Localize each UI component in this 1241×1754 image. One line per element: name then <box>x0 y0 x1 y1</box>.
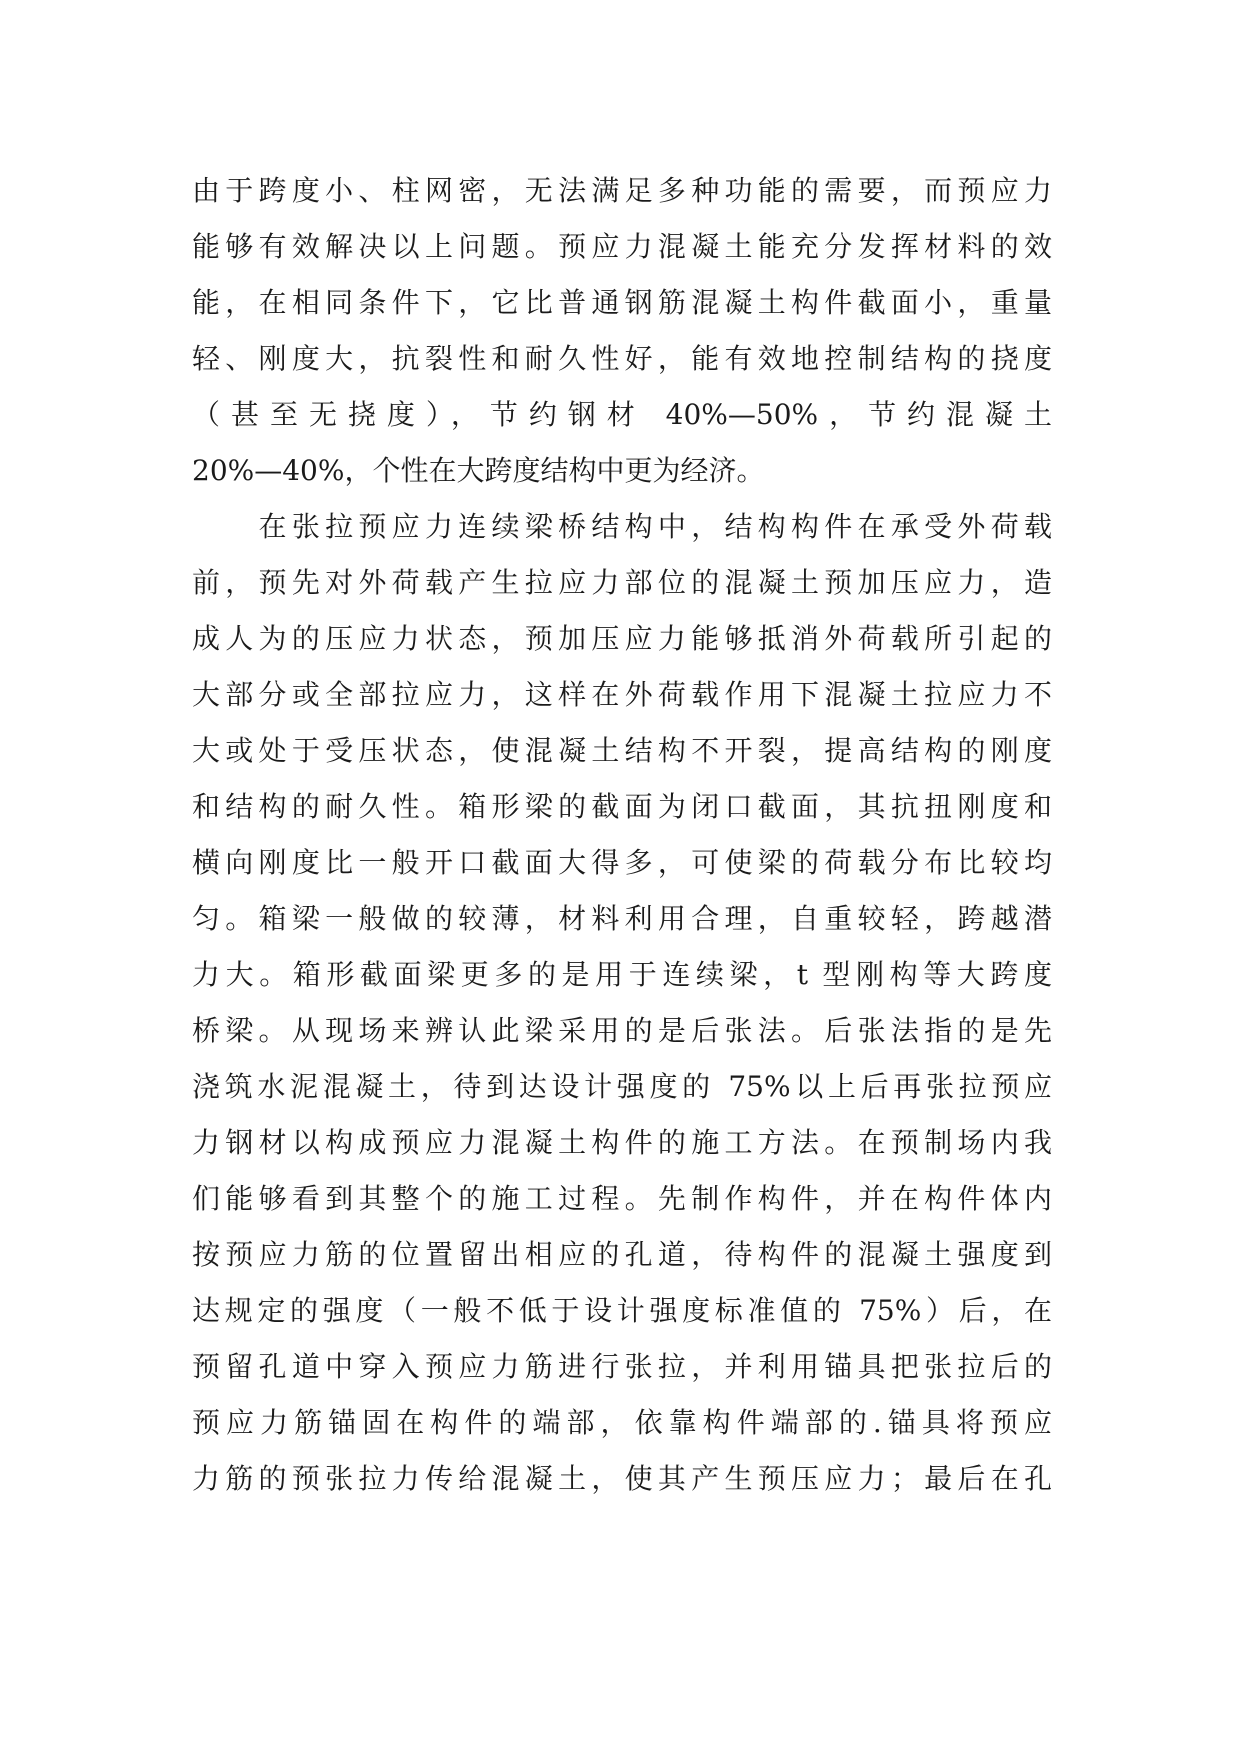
text-line: 按预应力筋的位置留出相应的孔道，待构件的混凝土强度到 <box>192 1238 1052 1271</box>
text-line: 大或处于受压状态，使混凝土结构不开裂，提高结构的刚度 <box>192 734 1052 767</box>
text-line: 力筋的预张拉力传给混凝土，使其产生预压应力；最后在孔 <box>192 1462 1052 1495</box>
text-line: 前，预先对外荷载产生拉应力部位的混凝土预加压应力，造 <box>192 566 1052 599</box>
text-line: 们能够看到其整个的施工过程。先制作构件，并在构件体内 <box>192 1182 1052 1215</box>
body-text <box>192 163 1052 1507</box>
text-line: 横向刚度比一般开口截面大得多，可使梁的荷载分布比较均 <box>192 846 1052 879</box>
text-line: 能够有效解决以上问题。预应力混凝土能充分发挥材料的效 <box>192 230 1052 263</box>
text-line: 桥梁。从现场来辨认此梁采用的是后张法。后张法指的是先 <box>192 1014 1052 1047</box>
text-line: 能，在相同条件下，它比普通钢筋混凝土构件截面小，重量 <box>192 286 1052 319</box>
text-line: 和结构的耐久性。箱形梁的截面为闭口截面，其抗扭刚度和 <box>192 790 1052 823</box>
text-line: 由于跨度小、柱网密，无法满足多种功能的需要，而预应力 <box>192 174 1052 207</box>
text-line: 在张拉预应力连续梁桥结构中，结构构件在承受外荷载 <box>192 510 1052 543</box>
text-line: 轻、刚度大，抗裂性和耐久性好，能有效地控制结构的挠度 <box>192 342 1052 375</box>
text-line: 预应力筋锚固在构件的端部，依靠构件端部的.锚具将预应 <box>192 1406 1052 1439</box>
text-line: 达规定的强度（一般不低于设计强度标准值的 75%）后，在 <box>192 1294 1052 1327</box>
text-line: 预留孔道中穿入预应力筋进行张拉，并利用锚具把张拉后的 <box>192 1350 1052 1383</box>
text-line: 成人为的压应力状态，预加压应力能够抵消外荷载所引起的 <box>192 622 1052 655</box>
text-line: 大部分或全部拉应力，这样在外荷载作用下混凝土拉应力不 <box>192 678 1052 711</box>
text-line: 浇筑水泥混凝土，待到达设计强度的 75%以上后再张拉预应 <box>192 1070 1052 1103</box>
text-line: 力钢材以构成预应力混凝土构件的施工方法。在预制场内我 <box>192 1126 1052 1159</box>
text-line: 匀。箱梁一般做的较薄，材料利用合理，自重较轻，跨越潜 <box>192 902 1052 935</box>
text-line: （甚至无挠度），节约钢材 40%—50%，节约混凝土 <box>192 398 1052 431</box>
text-line: 20%—40%，个性在大跨度结构中更为经济。 <box>192 454 765 487</box>
text-line: 力大。箱形截面梁更多的是用于连续梁，t 型刚构等大跨度 <box>192 958 1052 991</box>
